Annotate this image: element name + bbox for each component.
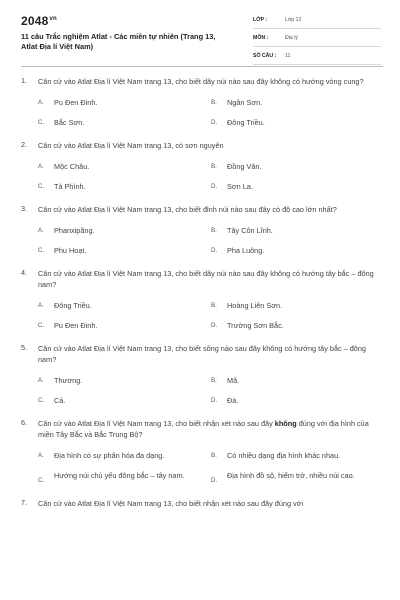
option-text: Pha Luông. bbox=[227, 246, 265, 255]
logo-text: 2048 bbox=[21, 14, 49, 28]
option-b[interactable] bbox=[211, 375, 384, 386]
option-letter: A. bbox=[38, 452, 44, 459]
option-text: Mã. bbox=[227, 376, 240, 385]
option-letter: B. bbox=[211, 163, 217, 170]
option-text: Hoàng Liên Sơn. bbox=[227, 301, 283, 310]
question-text: Căn cứ vào Atlat Địa lí Việt Nam trang 13, cho biết sông nào sau đây không có hướng tây bắc – đông nam? bbox=[38, 344, 366, 364]
option-text: Ngân Sơn. bbox=[227, 98, 263, 107]
option-text: Tây Côn Lĩnh. bbox=[227, 226, 273, 235]
option-letter: C. bbox=[38, 322, 45, 329]
option-letter: A. bbox=[38, 377, 44, 384]
option-a[interactable] bbox=[38, 450, 211, 461]
option-letter: A. bbox=[38, 302, 44, 309]
question-text-part: đúng với địa hình của miền Tây Bắc và Bắc Trung Bộ? bbox=[38, 419, 369, 439]
question-text: Căn cứ vào Atlat Địa lí Việt Nam trang 13, cho biết nhận xét nào sau đây đúng với bbox=[38, 499, 304, 508]
option-b[interactable] bbox=[211, 97, 384, 108]
option-text: Cả. bbox=[54, 396, 66, 405]
answer-options bbox=[38, 450, 384, 486]
option-d[interactable] bbox=[211, 117, 384, 128]
option-letter: D. bbox=[211, 397, 218, 404]
option-text: Địa hình đồ sộ, hiểm trở, nhiều núi cao. bbox=[227, 471, 355, 480]
question-number: 5. bbox=[21, 343, 28, 352]
option-a[interactable] bbox=[38, 225, 211, 236]
question-number: 6. bbox=[21, 418, 28, 427]
answer-options bbox=[38, 225, 384, 256]
option-c[interactable] bbox=[38, 181, 211, 192]
option-text: Trường Sơn Bắc. bbox=[227, 321, 284, 330]
option-text: Pu Đen Đinh. bbox=[54, 98, 98, 107]
question-list bbox=[0, 76, 400, 521]
option-letter: A. bbox=[38, 99, 44, 106]
option-b[interactable] bbox=[211, 300, 384, 311]
option-letter: C. bbox=[38, 477, 45, 484]
option-text: Hướng núi chủ yếu đông bắc – tây nam. bbox=[54, 471, 185, 480]
option-letter: A. bbox=[38, 227, 44, 234]
question-text: Căn cứ vào Atlat Địa lí Việt Nam trang 13, cho biết đỉnh núi nào sau đây có độ cao lớn nhất? bbox=[38, 205, 337, 214]
option-c[interactable] bbox=[38, 470, 211, 486]
option-a[interactable] bbox=[38, 375, 211, 386]
question-text: Căn cứ vào Atlat Địa lí Việt Nam trang 13, cho biết dãy núi nào sau đây không có hướng vòng cung? bbox=[38, 77, 364, 86]
option-c[interactable] bbox=[38, 320, 211, 331]
answer-options bbox=[38, 300, 384, 331]
option-c[interactable] bbox=[38, 395, 211, 406]
option-letter: B. bbox=[211, 452, 217, 459]
question-number: 4. bbox=[21, 268, 28, 277]
info-row-count bbox=[253, 50, 381, 65]
option-letter: D. bbox=[211, 183, 218, 190]
option-d[interactable] bbox=[211, 245, 384, 256]
option-letter: C. bbox=[38, 119, 45, 126]
question-text-emphasis: không bbox=[274, 419, 297, 428]
info-label: LỚP : bbox=[253, 17, 268, 23]
option-letter: B. bbox=[211, 99, 217, 106]
question-number: 1. bbox=[21, 76, 28, 85]
header-divider bbox=[21, 66, 383, 67]
info-row-subject bbox=[253, 32, 381, 47]
info-value: Lớp 12 bbox=[285, 17, 302, 23]
document-title: 11 câu Trắc nghiệm Atlat - Các miền tự nhiên (Trang 13, Atlat Địa lí Việt Nam) bbox=[21, 32, 216, 51]
option-text: Có nhiều dạng địa hình khác nhau. bbox=[227, 451, 341, 460]
question-text bbox=[38, 418, 374, 440]
question-1 bbox=[0, 76, 400, 128]
option-letter: B. bbox=[211, 302, 217, 309]
question-number: 7. bbox=[21, 498, 28, 507]
info-box bbox=[253, 14, 381, 68]
question-text: Căn cứ vào Atlat Địa lí Việt Nam trang 13, cho biết dãy núi nào sau đây không có hướng tây bắc – đông nam? bbox=[38, 269, 374, 289]
option-letter: D. bbox=[211, 119, 218, 126]
question-2 bbox=[0, 140, 400, 192]
option-text: Phu Hoạt. bbox=[54, 246, 87, 255]
answer-options bbox=[38, 97, 384, 128]
option-d[interactable] bbox=[211, 395, 384, 406]
option-text: Đồng Văn. bbox=[227, 162, 262, 171]
option-d[interactable] bbox=[211, 470, 384, 486]
option-text: Phanxipăng. bbox=[54, 226, 95, 235]
option-text: Đông Triều. bbox=[227, 118, 265, 127]
option-text: Mộc Châu. bbox=[54, 162, 90, 171]
option-d[interactable] bbox=[211, 181, 384, 192]
option-a[interactable] bbox=[38, 97, 211, 108]
info-label: SỐ CÂU : bbox=[253, 53, 277, 59]
question-5 bbox=[0, 343, 400, 406]
option-letter: A. bbox=[38, 163, 44, 170]
answer-options bbox=[38, 375, 384, 406]
option-b[interactable] bbox=[211, 225, 384, 236]
info-label: MÔN : bbox=[253, 35, 269, 41]
option-b[interactable] bbox=[211, 450, 384, 461]
question-4 bbox=[0, 268, 400, 331]
option-c[interactable] bbox=[38, 245, 211, 256]
option-letter: C. bbox=[38, 397, 45, 404]
question-6 bbox=[0, 418, 400, 486]
option-letter: C. bbox=[38, 247, 45, 254]
option-letter: B. bbox=[211, 377, 217, 384]
option-a[interactable] bbox=[38, 161, 211, 172]
option-letter: D. bbox=[211, 477, 218, 484]
info-row-class bbox=[253, 14, 381, 29]
option-text: Thương. bbox=[54, 376, 83, 385]
option-text: Địa hình có sự phân hóa đa dạng. bbox=[54, 451, 165, 460]
document-header bbox=[0, 0, 400, 64]
option-text: Bắc Sơn. bbox=[54, 118, 85, 127]
info-value: Địa lý bbox=[285, 35, 298, 41]
option-letter: B. bbox=[211, 227, 217, 234]
option-text: Sơn La. bbox=[227, 182, 253, 191]
option-text: Tà Phình. bbox=[54, 182, 86, 191]
question-number: 2. bbox=[21, 140, 28, 149]
option-text: Pu Đen Đinh. bbox=[54, 321, 98, 330]
option-c[interactable] bbox=[38, 117, 211, 128]
option-text: Đông Triều. bbox=[54, 301, 92, 310]
logo-suffix: vn bbox=[49, 16, 57, 22]
site-logo[interactable] bbox=[21, 14, 57, 28]
question-text-part: Căn cứ vào Atlat Địa lí Việt Nam trang 13, cho biết nhận xét nào sau đây bbox=[38, 419, 275, 428]
answer-options bbox=[38, 161, 384, 192]
option-d[interactable] bbox=[211, 320, 384, 331]
question-3 bbox=[0, 204, 400, 256]
option-letter: D. bbox=[211, 247, 218, 254]
info-value: 11 bbox=[285, 53, 291, 59]
question-text: Căn cứ vào Atlat Địa lí Việt Nam trang 13, có sơn nguyên bbox=[38, 141, 224, 150]
question-7 bbox=[0, 498, 400, 509]
option-a[interactable] bbox=[38, 300, 211, 311]
option-letter: C. bbox=[38, 183, 45, 190]
option-b[interactable] bbox=[211, 161, 384, 172]
option-text: Đà. bbox=[227, 396, 239, 405]
question-number: 3. bbox=[21, 204, 28, 213]
option-letter: D. bbox=[211, 322, 218, 329]
